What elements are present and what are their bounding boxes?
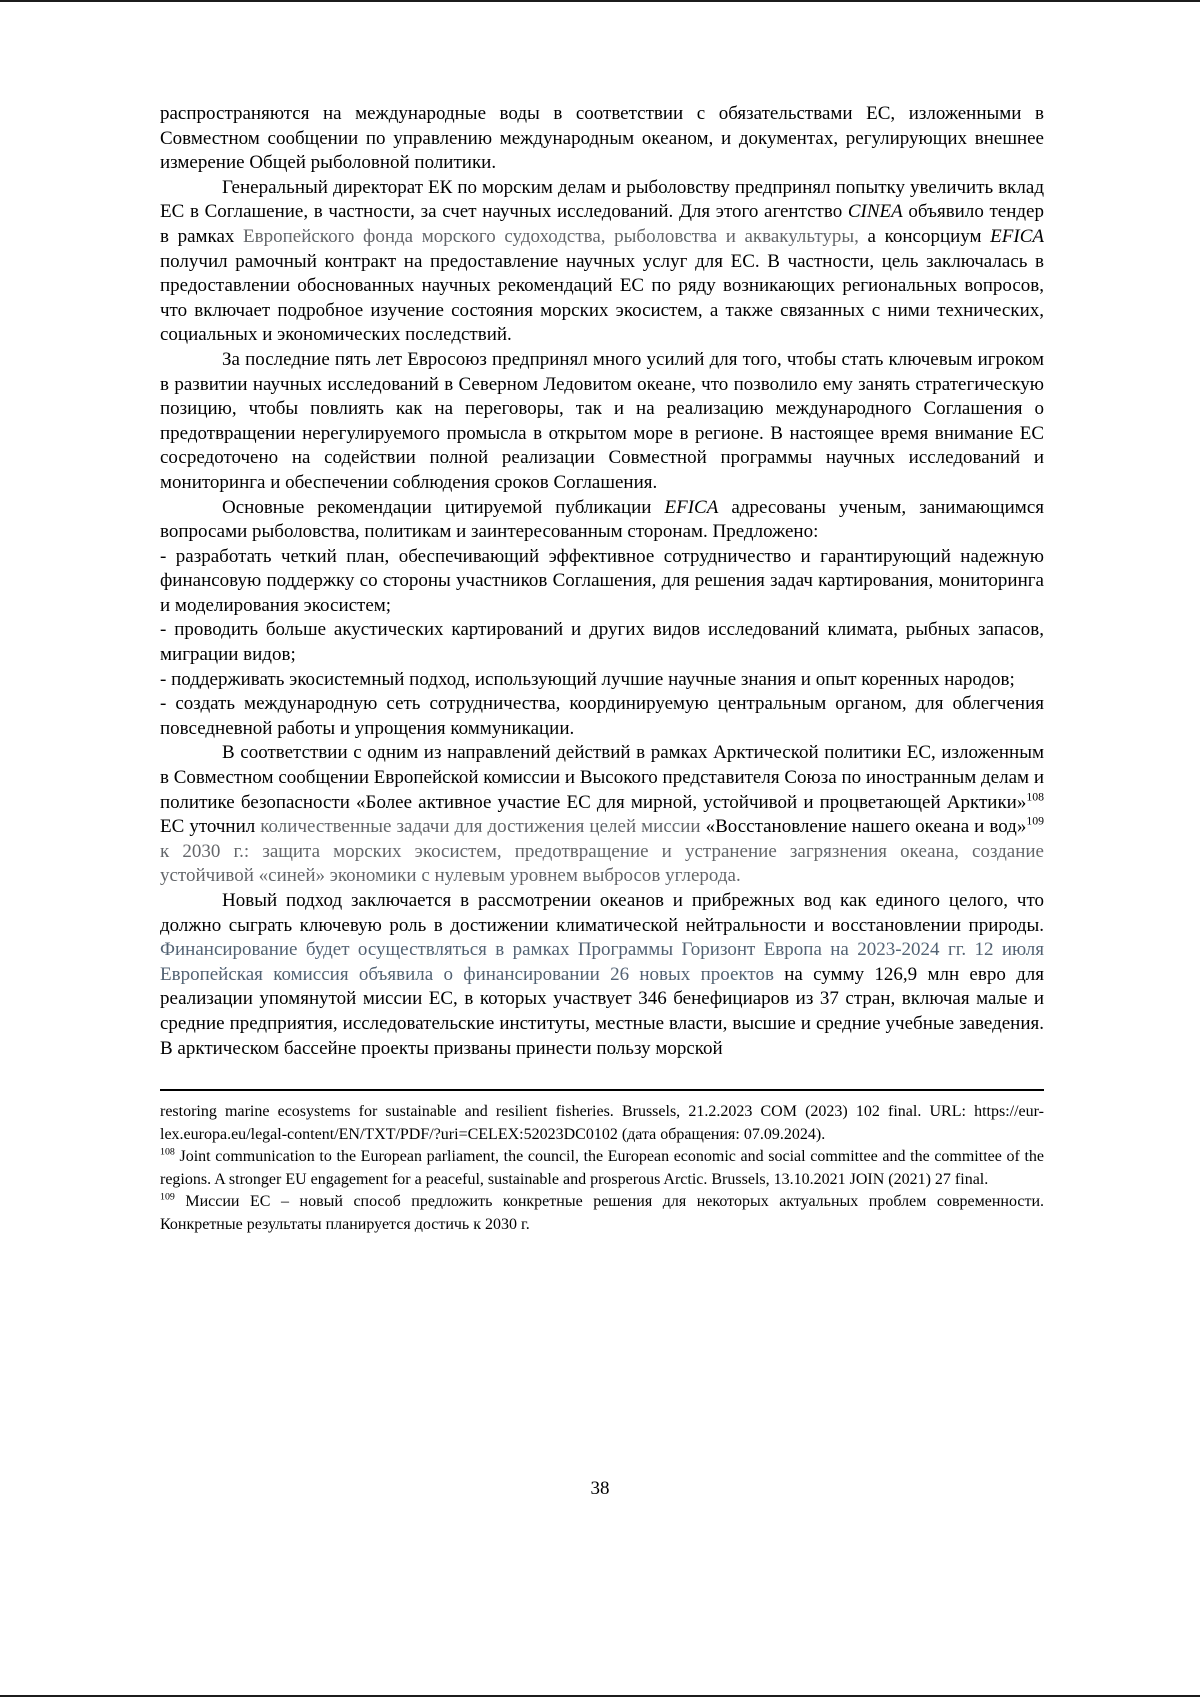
paragraph (160, 348, 1044, 496)
footnote-marker-109: 109 (160, 1191, 175, 1203)
footnote-109 (160, 1191, 1044, 1236)
paragraph (160, 496, 1044, 545)
text-run: Joint communication to the European parliament, the council, the European economic and social committee and the committee of the regions. A stronger EU engagement for a peaceful, sustainable and prosperous Arctic. Brussels, 13.10.2021 JOIN (2021) 27 final. (160, 1148, 1044, 1188)
footnotes (160, 1101, 1044, 1236)
text-run: на сумму 126,9 млн евро для реализации упомянутой миссии ЕС, в которых участвует 346 бенефициаров из 37 стран, включая малые и средние предприятия, исследовательские институты, местные власти, высшие и средние учебные заведения. В арктическом бассейне проекты призваны принести пользу морской (160, 963, 1045, 1059)
text-run: - проводить больше акустических картирований и других видов исследований климата, рыбных запасов, миграции видов; (160, 619, 1044, 666)
paragraph (160, 692, 1044, 741)
text-run: Новый подход заключается в рассмотрении океанов и прибрежных вод как единого целого, что должно сыграть ключевую роль в достижении климатической нейтральности и восстановлении природы. (160, 890, 1044, 936)
paragraph (160, 176, 1044, 348)
page-content (160, 102, 1044, 1236)
paragraph (160, 889, 1044, 1061)
footnote-107-continuation (160, 1101, 1044, 1146)
text-run: EFICA (990, 225, 1044, 247)
text-run: Генеральный директорат ЕК по морским делам и рыболовству предпринял попытку увеличить вклад ЕС в Соглашение, в частности, за счет научных исследований. Для этого агентство (160, 176, 1044, 223)
footnote-marker-108: 108 (160, 1146, 175, 1158)
text-run: «Восстановление нашего океана и вод» (705, 816, 1027, 838)
paragraph (160, 741, 1044, 889)
text-run: restoring marine ecosystems for sustainable and resilient fisheries. Brussels, 21.2.2023 COM (2023) 102 final. URL: https://eur-lex.europa.eu/legal-content/EN/TXT/PDF/?uri=CELEX:52023DC0102 (дата обращения: 07.09.2024). (160, 1103, 1044, 1143)
text-run: CINEA (847, 201, 903, 223)
paragraph (160, 102, 1044, 176)
page-edge-top (0, 0, 1200, 2)
text-run: ЕС уточнил (160, 816, 261, 838)
footnote-separator (160, 1089, 1044, 1091)
text-run: количественные задачи для достижения целей миссии (260, 816, 706, 838)
text-run: В соответствии с одним из направлений действий в рамках Арктической политики ЕС, изложенным в Совместном сообщении Европейской комиссии и Высокого представителя Союза по иностранным делам и политике безопасности «Более активное участие ЕС для мирной, устойчивой и процветающей Арктики» (160, 742, 1044, 813)
footnote-ref-109: 109 (1026, 814, 1044, 828)
footnote-108 (160, 1146, 1044, 1191)
text-run: распространяются на международные воды в соответствии с обязательствами ЕС, изложенными в Совместном сообщении по управлению международным океаном, и документах, регулирующих внешнее измерение Общей рыболовной политики. (160, 103, 1044, 174)
text-run: получил рамочный контракт на предоставление научных услуг для ЕС. В частности, цель заключалась в предоставлении обоснованных научных рекомендаций ЕС по ряду возникающих региональных вопросов, что включает подробное изучение состояния морских экосистем, а также связанных с ними технических, социальных и экономических последствий. (160, 250, 1044, 346)
text-run: За последние пять лет Евросоюз предпринял много усилий для того, чтобы стать ключевым игроком в развитии научных исследований в Северном Ледовитом океане, что позволило ему занять стратегическую позицию, чтобы повлиять как на переговоры, так и на реализацию международного Соглашения о предотвращении нерегулируемого промысла в открытом море в регионе. В настоящее время внимание ЕС сосредоточено на содействии полной реализации Совместной программы научных исследований и мониторинга и обеспечении соблюдения сроков Соглашения. (160, 348, 1044, 493)
text-run: Миссии ЕС – новый способ предложить конкретные решения для некоторых актуальных проблем современности. Конкретные результаты планируется достичь к 2030 г. (160, 1193, 1044, 1233)
paragraph (160, 668, 1044, 693)
text-run: Основные рекомендации цитируемой публикации (222, 496, 665, 518)
paragraph (160, 545, 1044, 619)
text-run: - поддерживать экосистемный подход, использующий лучшие научные знания и опыт коренных народов; (160, 668, 1015, 690)
footnote-ref-108: 108 (1026, 790, 1044, 804)
text-run: объявило тендер в рамках (160, 201, 1044, 247)
text-run: - разработать четкий план, обеспечивающий эффективное сотрудничество и гарантирующий надежную финансовую поддержку со стороны участников Соглашения, для решения задач картирования, мониторинга и моделирования экосистем; (160, 545, 1044, 616)
text-run: адресованы ученым, занимающимся вопросами рыболовства, политикам и заинтересованным сторонам. Предложено: (160, 496, 1044, 543)
page-number: 38 (590, 1478, 610, 1499)
text-run: а консорциум (858, 225, 991, 247)
text-run: EFICA (664, 496, 719, 518)
text-run: Финансирование будет осуществляться в рамках Программы Горизонт Европа на 2023-2024 гг. 12 июля Европейская комиссия объявила о финансировании 26 новых проектов (160, 939, 1044, 985)
text-run: к 2030 г.: защита морских экосистем, предотвращение и устранение загрязнения океана, создание устойчивой «синей» экономики с нулевым уровнем выбросов углерода. (160, 840, 1044, 887)
paragraph (160, 618, 1044, 667)
text-run: Европейского фонда морского судоходства, рыболовства и аквакультуры, (243, 225, 859, 247)
body-text (160, 102, 1044, 1061)
text-run: - создать международную сеть сотрудничества, координируемую центральным органом, для облегчения повседневной работы и упрощения коммуникации. (160, 693, 1044, 739)
